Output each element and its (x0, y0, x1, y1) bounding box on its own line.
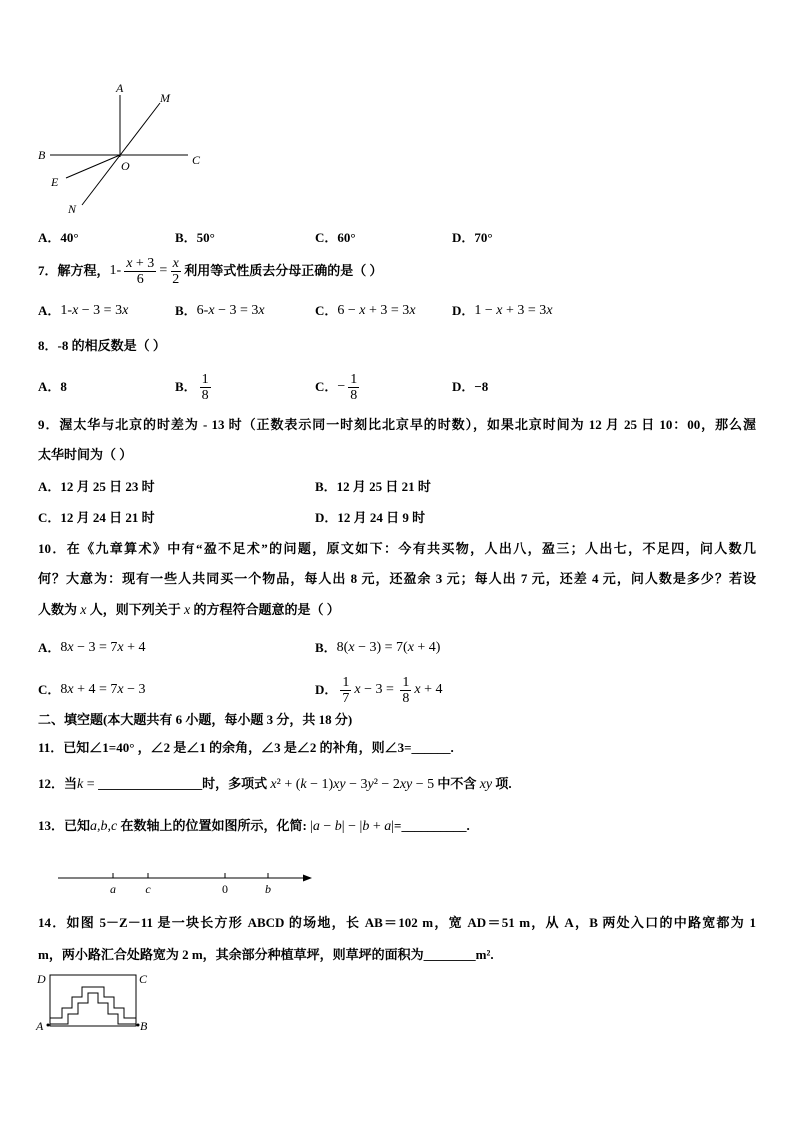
option-label: D． (452, 303, 475, 318)
option-label: B． (175, 379, 197, 394)
q11-stem: 11．已知∠1=40° ，∠2 是∠1 的余角，∠3 是∠2 的补角，则∠3=______. (38, 740, 454, 755)
option-expression: 8x + 4 = 7x − 3 (60, 682, 146, 697)
number-line-label-b: b (265, 882, 271, 896)
q10-option-a[interactable] (38, 639, 146, 657)
fraction-denominator: 8 (350, 387, 358, 403)
option-label: D． (315, 682, 338, 697)
field-figure (34, 968, 154, 1034)
fraction-denominator: 6 (136, 271, 144, 287)
q7-option-d[interactable] (452, 302, 553, 320)
q6-option-a[interactable]: A．40° (38, 230, 79, 245)
option-label: C． (315, 379, 338, 394)
q13-expression: |a − b| − |b + a| (310, 819, 395, 834)
q12-lead: 12．当 (38, 776, 78, 791)
q9-stem-line-2: 太华时间为（ ） (38, 447, 133, 462)
q6-option-c[interactable]: C．60° (315, 230, 356, 245)
q9-option-b[interactable]: B．12 月 25 日 21 时 (315, 479, 431, 494)
option-label: A． (38, 379, 61, 394)
option-expression: 8x − 3 = 7x + 4 (60, 640, 146, 655)
q9-options-row-2 (0, 509, 794, 527)
option-expression: 6-x − 3 = 3x (196, 303, 265, 318)
option-label: D． (452, 379, 475, 394)
q7-options (0, 302, 794, 320)
q10-option-b[interactable] (315, 639, 440, 657)
q10-line3-part-b: 人，则下列关于 (86, 602, 184, 617)
q8-option-d[interactable] (452, 370, 488, 404)
q7-equals: = (159, 263, 168, 278)
option-label: C． (315, 303, 338, 318)
label-c: C (192, 153, 201, 167)
q13-variables: a,b,c (90, 819, 118, 834)
q10-stem-line-1: 10．在《九章算术》中有“盈不足术”的问题，原文如下：今有共买物，人出八，盈三；人出七，不足四，问人数几 (38, 541, 756, 556)
option-label: C． (38, 682, 61, 697)
q8-stem: 8．-8 的相反数是（ ） (38, 338, 166, 353)
option-expression-end: x + 4 (414, 682, 443, 697)
q10-stem-line-3 (38, 601, 340, 619)
option-label: B． (175, 303, 197, 318)
field-rectangle (50, 975, 136, 1026)
label-b: B (38, 148, 46, 162)
q8-option-c[interactable] (315, 370, 362, 404)
q12-answer-blank[interactable]: ________________ (98, 776, 203, 791)
option-expression: 8(x − 3) = 7(x + 4) (336, 640, 441, 655)
label-n: N (68, 202, 77, 216)
fraction-numerator: x + 3 (126, 255, 155, 271)
fraction-denominator: 8 (402, 690, 410, 706)
q10-option-c[interactable] (38, 673, 146, 707)
path-upper-edge (50, 987, 136, 1018)
fraction-numerator: 1 (350, 371, 358, 387)
q7-lead-math: 1- (109, 263, 122, 278)
q10-stem-line-2: 何？大意为：现有一些人共同买一个物品，每人出 8 元，还盈余 3 元；每人出 7 元，还差 4 元，问人数是多少？若设 (38, 571, 756, 586)
q7-option-a[interactable] (38, 302, 128, 320)
fraction-denominator: 7 (342, 690, 350, 706)
q6-options (0, 229, 794, 247)
section-2-title: 二、填空题(本大题共有 6 小题，每小题 3 分，共 18 分) (38, 712, 353, 727)
label-m: M (160, 91, 170, 105)
q13-lead: 13．已知 (38, 818, 91, 833)
q9-option-c[interactable]: C．12 月 24 日 21 时 (38, 510, 155, 525)
q7-tail: 利用等式性质去分母正确的是（ ） (184, 263, 383, 278)
q10-line3-part-c: 的方程符合题意的是（ ） (190, 602, 340, 617)
q12-tail: 项. (492, 776, 512, 791)
q10-options-row-1 (0, 639, 794, 657)
q7-stem (38, 254, 382, 288)
option-expression-middle: x − 3 = (354, 682, 398, 697)
option-label: A． (38, 303, 61, 318)
q12-polynomial: x² + (k − 1)xy − 3y² − 2xy − 5 (270, 777, 435, 792)
q12-stem (38, 775, 512, 793)
q12-mid: 时，多项式 (202, 776, 271, 791)
option-value: 8 (60, 379, 67, 394)
option-expression: 1 − x + 3 = 3x (474, 303, 553, 318)
q9-options-row-1 (0, 478, 794, 496)
option-fraction (340, 675, 351, 706)
fraction-numerator: 1 (402, 674, 410, 690)
q12-mid-2: 中不含 (434, 776, 480, 791)
q14-stem-line-2: m，两小路汇合处路宽为 2 m，其余部分种植草坪，则草坪的面积为________m². (38, 947, 494, 962)
option-fraction (348, 372, 359, 403)
fraction-numerator: 1 (342, 674, 350, 690)
number-line-label-a: a (110, 882, 116, 896)
option-label: B． (315, 640, 337, 655)
q7-option-c[interactable] (315, 302, 416, 320)
q13-mid: 在数轴上的位置如图所示，化简: (117, 818, 311, 833)
entrance-a-dot (47, 1024, 50, 1027)
angle-figure (30, 78, 210, 218)
label-e: E (51, 175, 59, 189)
q8-option-b[interactable] (175, 370, 214, 404)
option-expression: 6 − x + 3 = 3x (337, 303, 416, 318)
q10-variable: x (184, 603, 191, 618)
fraction-numerator: x (172, 255, 179, 271)
q8-options (0, 370, 794, 404)
q7-option-b[interactable] (175, 302, 265, 320)
option-fraction (400, 675, 411, 706)
q12-term: xy (479, 777, 493, 792)
q9-stem-line-1: 9．渥太华与北京的时差为 - 13 时（正数表示同一时刻比北京早的时数），如果北京时间为 12 月 25 日 10：00，那么渥 (38, 417, 756, 432)
option-label: A． (38, 640, 61, 655)
option-expression: 1-x − 3 = 3x (60, 303, 129, 318)
line-mn (82, 103, 160, 205)
fraction-denominator: 8 (201, 387, 209, 403)
label-a: A (116, 81, 124, 95)
fraction-denominator: 2 (172, 271, 180, 287)
number-line-label-c: c (145, 882, 151, 896)
q9-option-a[interactable]: A．12 月 25 日 23 时 (38, 479, 155, 494)
q6-option-b[interactable]: B．50° (175, 230, 215, 245)
q10-line3-part-a: 人数为 (38, 602, 81, 617)
q13-stem (38, 817, 470, 835)
fraction-numerator: 1 (201, 371, 209, 387)
number-line-arrow-icon (303, 875, 312, 882)
field-label-d: D (37, 972, 46, 986)
q9-option-d[interactable]: D．12 月 24 日 9 时 (315, 510, 426, 525)
q10-option-d[interactable] (315, 673, 443, 707)
field-label-a: A (36, 1019, 44, 1033)
q14-stem-line-1: 14．如图 5－Z－11 是一块长方形 ABCD 的场地，长 AB＝102 m，宽 AD＝51 m，从 A，B 两处入口的中路宽都为 1 (38, 915, 756, 930)
q12-k-equals: k = (77, 777, 99, 792)
number-line-label-0: 0 (222, 882, 228, 896)
q7-fraction-left (124, 256, 156, 287)
field-label-b: B (140, 1019, 148, 1033)
q10-variable: x (80, 603, 87, 618)
q13-answer-blank[interactable]: =__________. (394, 818, 470, 833)
q8-option-a[interactable] (38, 370, 67, 404)
option-fraction (200, 372, 211, 403)
q7-fraction-right (170, 256, 181, 287)
q10-options-row-2 (0, 673, 794, 707)
q6-option-d[interactable]: D．70° (452, 230, 493, 245)
field-label-c: C (139, 972, 148, 986)
label-o: O (121, 159, 130, 173)
option-value: −8 (474, 379, 489, 394)
q7-lead: 7．解方程， (38, 263, 110, 278)
number-line-figure (50, 866, 320, 898)
option-sign: − (337, 379, 346, 394)
